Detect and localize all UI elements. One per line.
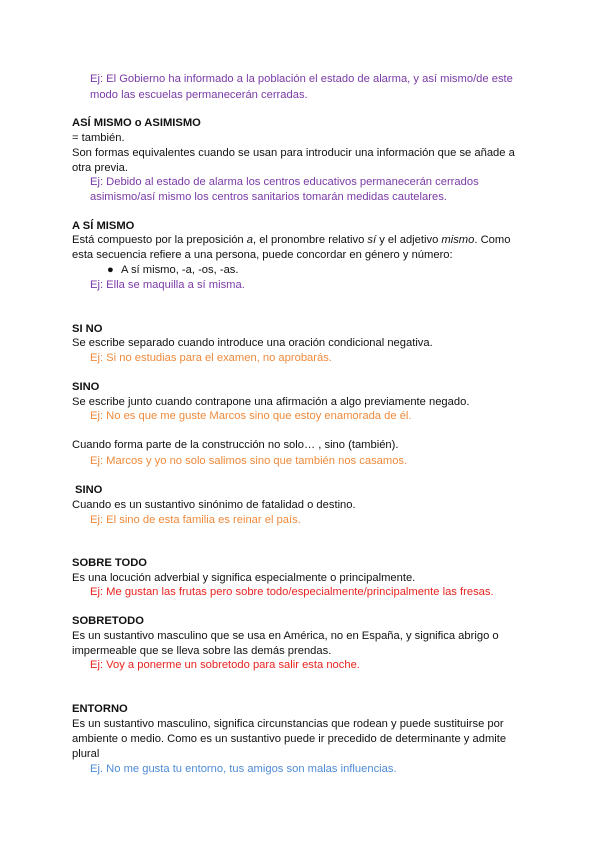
definition-text: Es un sustantivo masculino que se usa en América, no en España, y significa abrigo o — [72, 630, 499, 642]
section-heading-asimismo: ASÍ MISMO o ASIMISMO — [72, 117, 201, 129]
text-run: y el adjetivo — [376, 234, 442, 246]
definition-text — [72, 233, 510, 247]
text-run: . Como — [474, 234, 511, 246]
section-heading-entorno: ENTORNO — [72, 703, 128, 715]
example-text: Ej: El sino de esta familia es reinar el país. — [90, 514, 301, 526]
section-heading-sino: SINO — [72, 381, 100, 393]
definition-text: Son formas equivalentes cuando se usan para introducir una información que se añade a — [72, 147, 515, 159]
section-heading-a-si-mismo: A SÍ MISMO — [72, 220, 135, 232]
section-heading-sino-sustantivo: SINO — [75, 484, 103, 496]
definition-text: Cuando es un sustantivo sinónimo de fatalidad o destino. — [72, 499, 356, 511]
definition-text: ambiente o medio. Como es un sustantivo puede ir precedido de determinante y admite — [72, 733, 507, 745]
text-run: , el pronombre relativo — [252, 234, 368, 246]
italic-term: mismo — [441, 234, 475, 246]
bullet-text: A sí mismo, -a, -os, -as. — [121, 264, 239, 276]
definition-text: Es una locución adverbial y significa especialmente o principalmente. — [72, 572, 416, 584]
example-text: Ej. No me gusta tu entorno, tus amigos son malas influencias. — [90, 763, 397, 775]
example-text: Ej: Si no estudias para el examen, no aprobarás. — [90, 352, 332, 364]
section-heading-sobretodo: SOBRETODO — [72, 615, 144, 627]
example-text: asimismo/así mismo los centros sanitarios tomarán medidas cautelares. — [90, 191, 447, 203]
bullet-icon: ● — [107, 264, 114, 276]
definition-text: Se escribe junto cuando contrapone una afirmación a algo previamente negado. — [72, 396, 470, 408]
bullet-item — [107, 263, 239, 277]
example-text: Ej: Marcos y yo no solo salimos sino que también nos casamos. — [90, 455, 408, 467]
section-heading-sobre-todo: SOBRE TODO — [72, 557, 148, 569]
definition-text: esta secuencia refiere a una persona, puede concordar en género y número: — [72, 249, 453, 261]
example-text: Ej: Debido al estado de alarma los centros educativos permanecerán cerrados — [90, 176, 479, 188]
definition-text: plural — [72, 748, 100, 760]
definition-text: Es un sustantivo masculino, significa circunstancias que rodean y puede sustituirse por — [72, 718, 504, 730]
example-text: Ej: Me gustan las frutas pero sobre todo/especialmente/principalmente las fresas. — [90, 586, 494, 598]
definition-text: = también. — [72, 132, 125, 144]
italic-term: sí — [367, 234, 377, 246]
example-text: modo las escuelas permanecerán cerradas. — [90, 89, 308, 101]
definition-text: impermeable que se lleva sobre las demás prendas. — [72, 645, 332, 657]
example-text: Ej: Ella se maquilla a sí misma. — [90, 279, 245, 291]
definition-text: otra previa. — [72, 162, 128, 174]
example-text: Ej: El Gobierno ha informado a la población el estado de alarma, y así mismo/de este — [90, 73, 513, 85]
italic-term: a — [246, 234, 253, 246]
definition-text: Se escribe separado cuando introduce una oración condicional negativa. — [72, 337, 433, 349]
text-run: Está compuesto por la preposición — [72, 234, 247, 246]
definition-text: Cuando forma parte de la construcción no solo… , sino (también). — [72, 439, 399, 451]
example-text: Ej: Voy a ponerme un sobretodo para salir esta noche. — [90, 659, 360, 671]
example-text: Ej: No es que me guste Marcos sino que estoy enamorada de él. — [90, 410, 412, 422]
section-heading-si-no: SI NO — [72, 323, 103, 335]
